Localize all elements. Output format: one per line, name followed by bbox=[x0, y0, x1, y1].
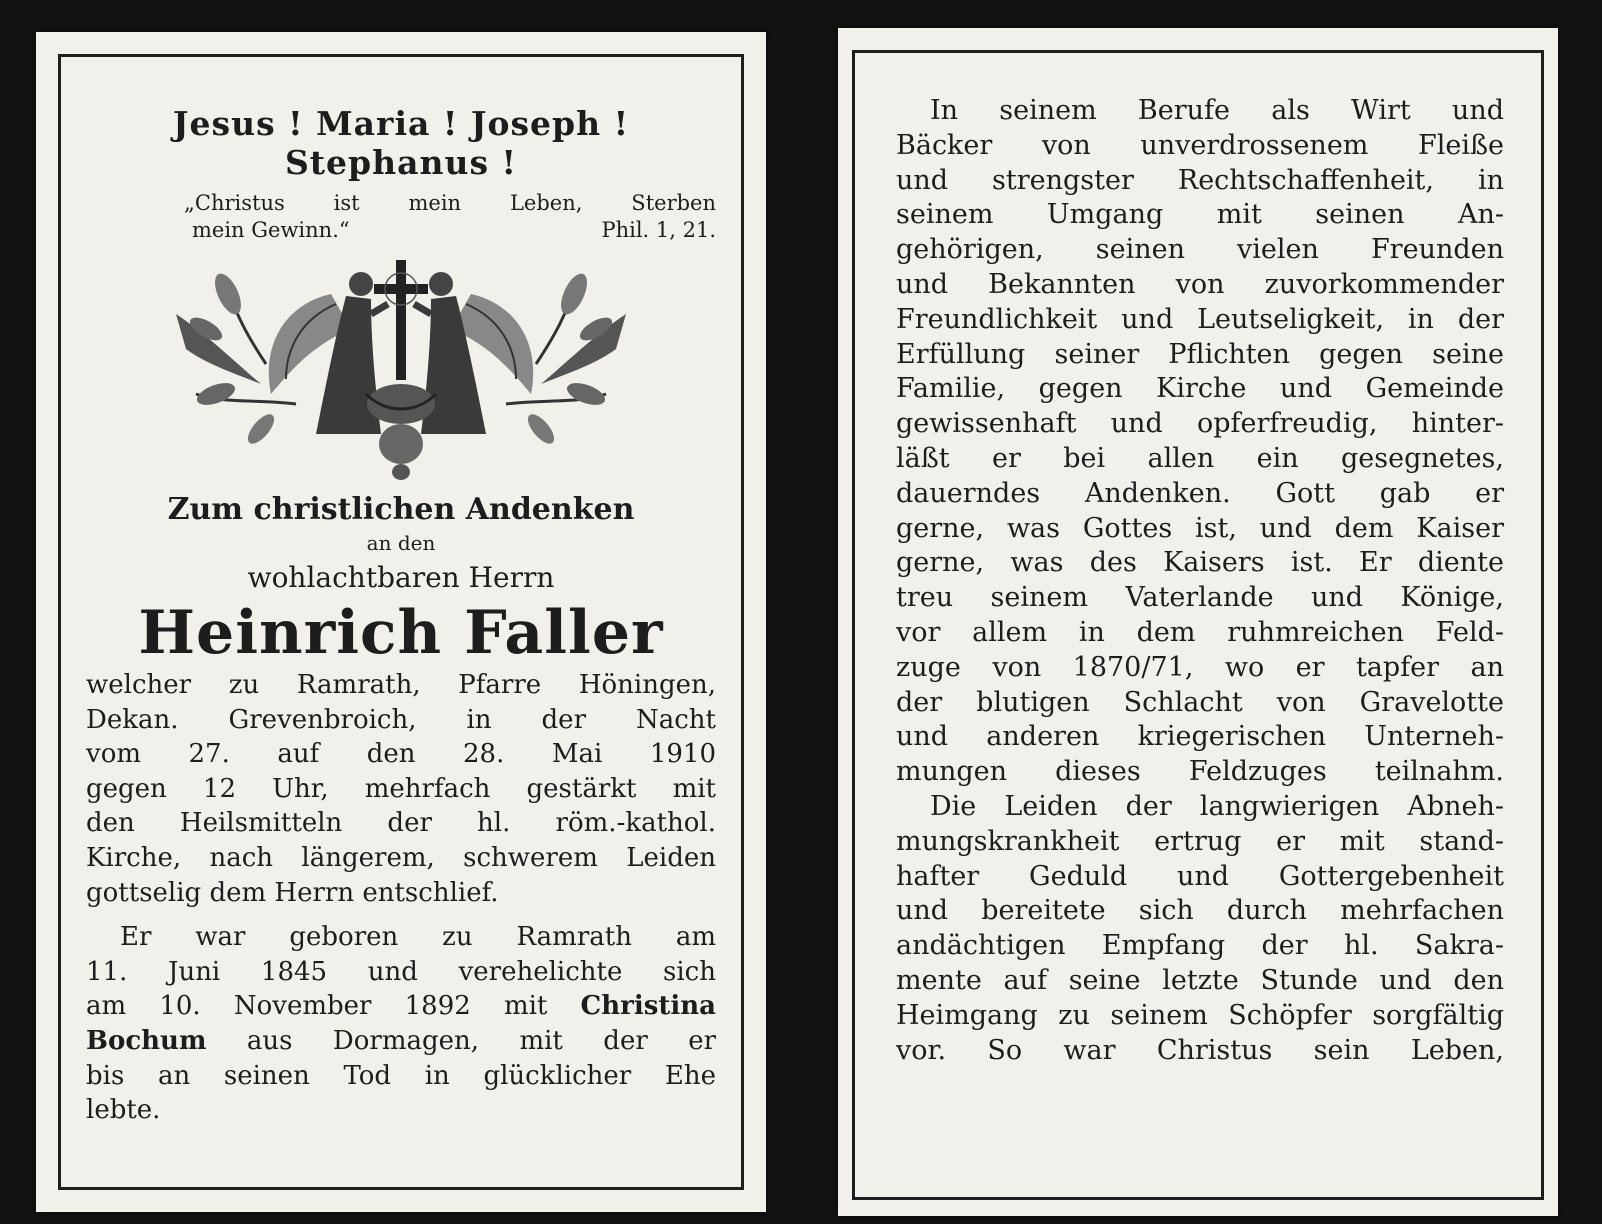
header-invocation: Jesus ! Maria ! Joseph ! Stephanus ! bbox=[172, 104, 630, 182]
text-line: zuge von 1870/71, wo er tapfer an bbox=[896, 651, 1504, 683]
text-line: lebte. bbox=[86, 1095, 161, 1126]
text-line: Freundlichkeit und Leutseligkeit, in der bbox=[896, 303, 1504, 335]
text-line: vom 27. auf den 28. Mai 1910 bbox=[86, 739, 716, 770]
text-line: bis an seinen Tod in glücklicher Ehe bbox=[86, 1060, 716, 1091]
text-line: vor. So war Christus sein Leben, bbox=[896, 1034, 1504, 1066]
text-line: treu seinem Vaterlande und Könige, bbox=[896, 582, 1504, 614]
text-line: seinem Umgang mit seinen An- bbox=[896, 199, 1504, 231]
text-line: In seinem Berufe als Wirt und bbox=[930, 95, 1504, 126]
text-line: Dekan. Grevenbroich, in der Nacht bbox=[86, 704, 716, 735]
text-line: und bereitete sich durch mehrfachen bbox=[896, 895, 1504, 927]
memorial-card-front bbox=[36, 32, 766, 1212]
text-line: welcher zu Ramrath, Pfarre Höningen, bbox=[86, 670, 716, 700]
memorial-subtitle: an den bbox=[366, 531, 436, 555]
text-line: mungskrankheit ertrug er mit stand- bbox=[896, 825, 1504, 857]
text-line: gewissenhaft und opferfreudig, hinter- bbox=[896, 408, 1504, 440]
text-line: gerne, was Gottes ist, und dem Kaiser bbox=[896, 512, 1504, 544]
text-line: gottselig dem Herrn entschlief. bbox=[86, 877, 499, 908]
deceased-name: Heinrich Faller bbox=[138, 598, 664, 668]
death-paragraph bbox=[86, 668, 716, 910]
text-line: gegen 12 Uhr, mehrfach gestärkt mit bbox=[86, 773, 716, 804]
text-line: und Bekannten von zuvorkommender bbox=[896, 268, 1504, 300]
text-line: Heimgang zu seinem Schöpfer sorgfältig bbox=[896, 999, 1504, 1031]
text-line bbox=[86, 1024, 716, 1059]
text-line: gehörigen, seinen vielen Freunden bbox=[896, 234, 1504, 266]
text-line: vor allem in dem ruhmreichen Feld- bbox=[896, 616, 1504, 648]
text-line: der blutigen Schlacht von Gravelotte bbox=[896, 686, 1504, 718]
text-line: mente auf seine letzte Stunde und den bbox=[896, 964, 1504, 996]
bible-motto bbox=[86, 190, 716, 244]
memorial-title: Zum christlichen Andenken bbox=[167, 492, 635, 527]
text-line: dauerndes Andenken. Gott gab er bbox=[896, 477, 1504, 509]
text-line: und strengster Rechtschaffenheit, in bbox=[896, 164, 1504, 196]
text-fragment: am 10. November 1892 mit bbox=[86, 991, 548, 1022]
text-line: andächtigen Empfang der hl. Sakra- bbox=[896, 930, 1504, 962]
text-line: mungen dieses Feldzuges teilnahm. bbox=[896, 756, 1504, 788]
text-line: Er war geboren zu Ramrath am bbox=[120, 922, 716, 953]
text-line: gerne, was des Kaisers ist. Er diente bbox=[896, 547, 1504, 579]
text-line: 11. Juni 1845 und verehelichte sich bbox=[86, 956, 716, 987]
angels-with-cross-icon bbox=[166, 254, 636, 484]
spouse-first-name: Christina bbox=[580, 991, 716, 1022]
biography-text bbox=[896, 94, 1504, 1068]
text-line: Bäcker von unverdrossenem Fleiße bbox=[896, 129, 1504, 161]
card-back-content bbox=[896, 94, 1504, 1068]
text-line: hafter Geduld und Gottergebenheit bbox=[896, 860, 1504, 892]
card-front-content bbox=[86, 92, 716, 1128]
spouse-last-name: Bochum bbox=[86, 1025, 207, 1056]
motto-line-1: „Christus ist mein Leben, Sterben bbox=[184, 191, 716, 215]
text-line: Familie, gegen Kirche und Gemeinde bbox=[896, 373, 1504, 405]
text-line: Kirche, nach längerem, schwerem Leiden bbox=[86, 842, 716, 873]
text-line bbox=[86, 989, 716, 1024]
text-line: den Heilsmitteln der hl. röm.-kathol. bbox=[86, 808, 716, 839]
text-line: und anderen kriegerischen Unterneh- bbox=[896, 721, 1504, 753]
text-line: Erfüllung seiner Pflichten gegen seine bbox=[896, 338, 1504, 370]
honorific: wohlachtbaren Herrn bbox=[247, 561, 555, 594]
memorial-card-back bbox=[838, 28, 1558, 1216]
motto-citation: Phil. 1, 21. bbox=[601, 218, 716, 242]
birth-marriage-paragraph bbox=[86, 920, 716, 1128]
text-line: läßt er bei allen ein gesegnetes, bbox=[896, 442, 1504, 474]
text-fragment: aus Dormagen, mit der er bbox=[246, 1025, 717, 1056]
text-line: Die Leiden der langwierigen Abneh- bbox=[930, 790, 1504, 822]
motto-line-2: mein Gewinn.“ bbox=[192, 218, 350, 242]
